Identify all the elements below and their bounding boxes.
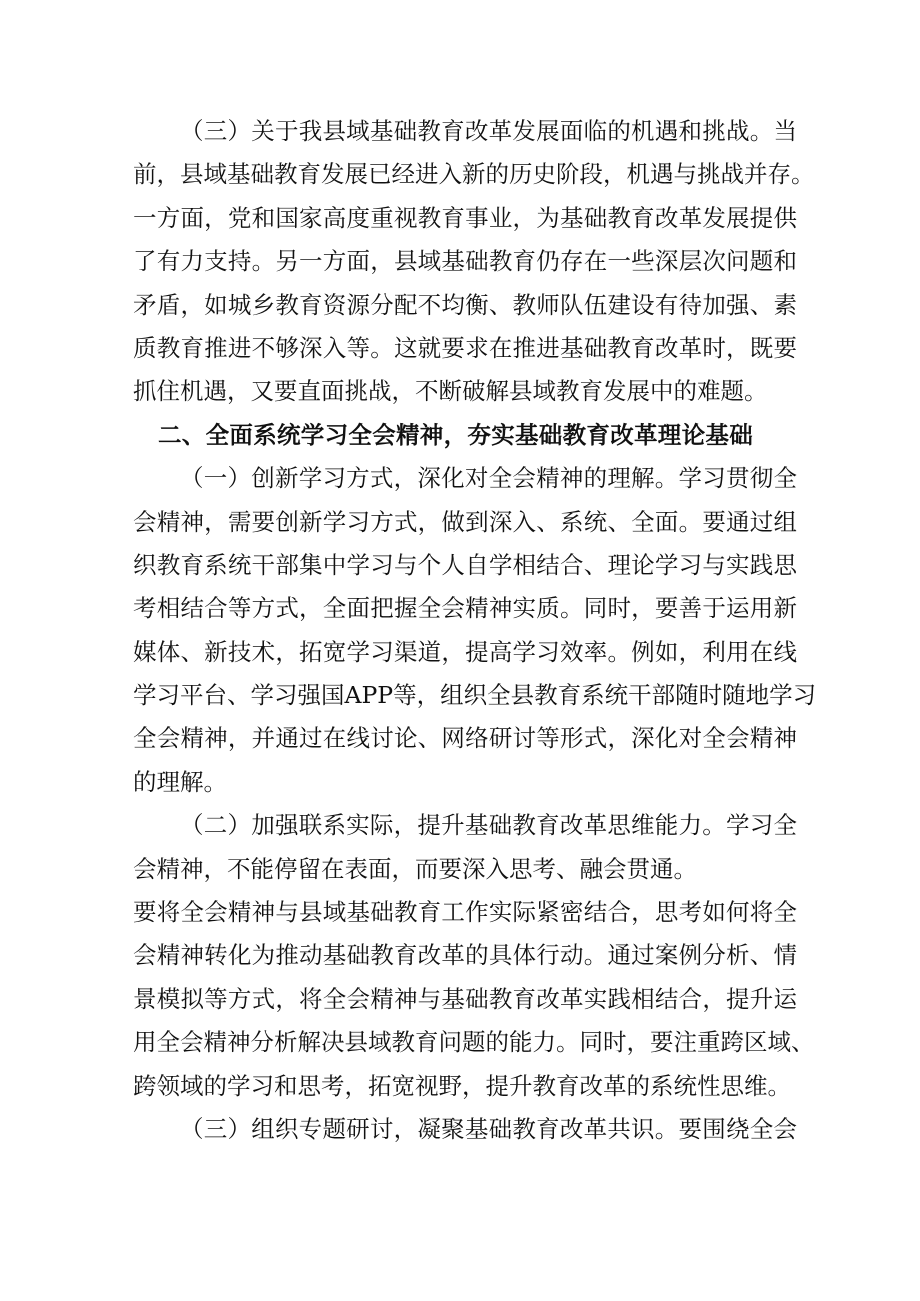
paragraph-line: 织教育系统干部集中学习与个人自学相结合、理论学习与实践思 (133, 550, 797, 579)
paragraph-line: （三）关于我县域基础教育改革发展面临的机遇和挑战。当 (180, 117, 797, 145)
paragraph-line: 前，县域基础教育发展已经进入新的历史阶段，机遇与挑战并存。 (133, 160, 815, 189)
paragraph-line: 会精神，不能停留在表面，而要深入思考、融会贯通。 (133, 854, 697, 883)
paragraph-line: 全会精神，并通过在线讨论、网络研讨等形式，深化对全会精神 (133, 724, 797, 753)
paragraph-line: 学习平台、学习强国APP等，组织全县教育系统干部随时随地学习 (133, 681, 817, 710)
paragraph-line: 跨领域的学习和思考，拓宽视野，提升教育改革的系统性思维。 (133, 1071, 791, 1100)
paragraph-line: 了有力支持。另一方面，县域基础教育仍存在一些深层次问题和 (133, 247, 797, 276)
paragraph-line: （二）加强联系实际，提升基础教育改革思维能力。学习全 (180, 811, 797, 840)
document-body (133, 110, 817, 1151)
section-heading: 二、全面系统学习全会精神，夯实基础教育改革理论基础 (158, 420, 753, 449)
paragraph-line: 矛盾，如城乡教育资源分配不均衡、教师队伍建设有待加强、素 (133, 290, 797, 319)
paragraph-line: 考相结合等方式，全面把握全会精神实质。同时，要善于运用新 (133, 594, 797, 623)
paragraph-line: 抓住机遇，又要直面挑战，不断破解县域教育发展中的难题。 (133, 377, 768, 406)
paragraph-line: 一方面，党和国家高度重视教育事业，为基础教育改革发展提供 (133, 203, 797, 232)
paragraph-line: 用全会精神分析解决县域教育问题的能力。同时，要注重跨区域、 (133, 1028, 815, 1057)
paragraph-line: 会精神，需要创新学习方式，做到深入、系统、全面。要通过组 (133, 507, 797, 536)
paragraph-line: 的理解。 (133, 767, 227, 796)
paragraph-line: 会精神转化为推动基础教育改革的具体行动。通过案例分析、情 (133, 941, 797, 970)
paragraph-line: 要将全会精神与县域基础教育工作实际紧密结合，思考如何将全 (133, 898, 797, 927)
paragraph-line: （三）组织专题研讨，凝聚基础教育改革共识。要围绕全会 (180, 1114, 797, 1143)
paragraph-line: 景模拟等方式，将全会精神与基础教育改革实践相结合，提升运 (133, 984, 797, 1013)
paragraph-line: （一）创新学习方式，深化对全会精神的理解。学习贯彻全 (180, 464, 797, 493)
paragraph-line: 媒体、新技术，拓宽学习渠道，提高学习效率。例如，利用在线 (133, 637, 797, 666)
paragraph-line: 质教育推进不够深入等。这就要求在推进基础教育改革时，既要 (133, 333, 797, 362)
